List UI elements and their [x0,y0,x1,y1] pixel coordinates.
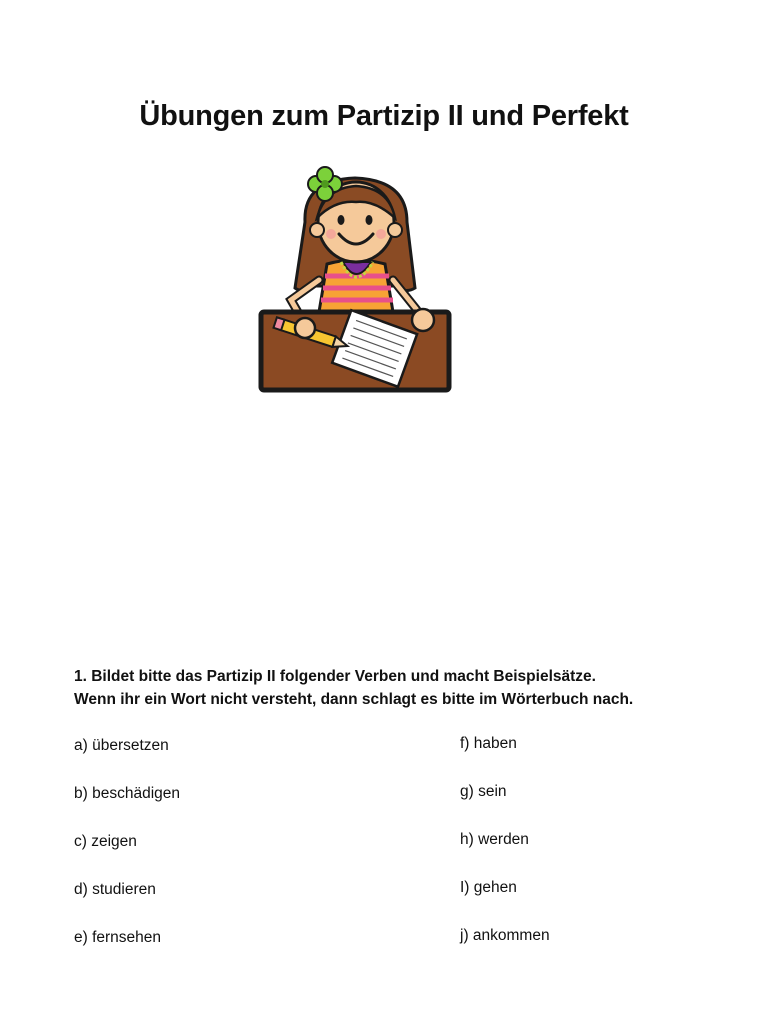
verb-item-i: I) gehen [460,879,517,896]
verb-item-d: d) studieren [74,881,156,898]
verb-item-a: a) übersetzen [74,737,169,754]
page-title: Übungen zum Partizip II und Perfekt [139,100,629,132]
instruction-line-2: Wenn ihr ein Wort nicht versteht, dann schlagt es bitte im Wörterbuch nach. [74,691,634,708]
verb-item-g: g) sein [460,783,507,800]
girl-writing-at-desk-icon [255,160,455,395]
exercise-instructions [74,665,714,711]
verb-item-c: c) zeigen [74,833,137,850]
instruction-line-1: 1. Bildet bitte das Partizip II folgender Verben und macht Beispielsätze. [74,668,596,685]
verb-item-h: h) werden [460,831,529,848]
verb-item-e: e) fernsehen [74,929,162,946]
verb-item-f: f) haben [460,735,517,752]
verb-item-b: b) beschädigen [74,785,180,802]
verb-list-right [460,735,550,975]
verb-list-left [74,737,180,977]
verb-item-j: j) ankommen [460,927,550,944]
